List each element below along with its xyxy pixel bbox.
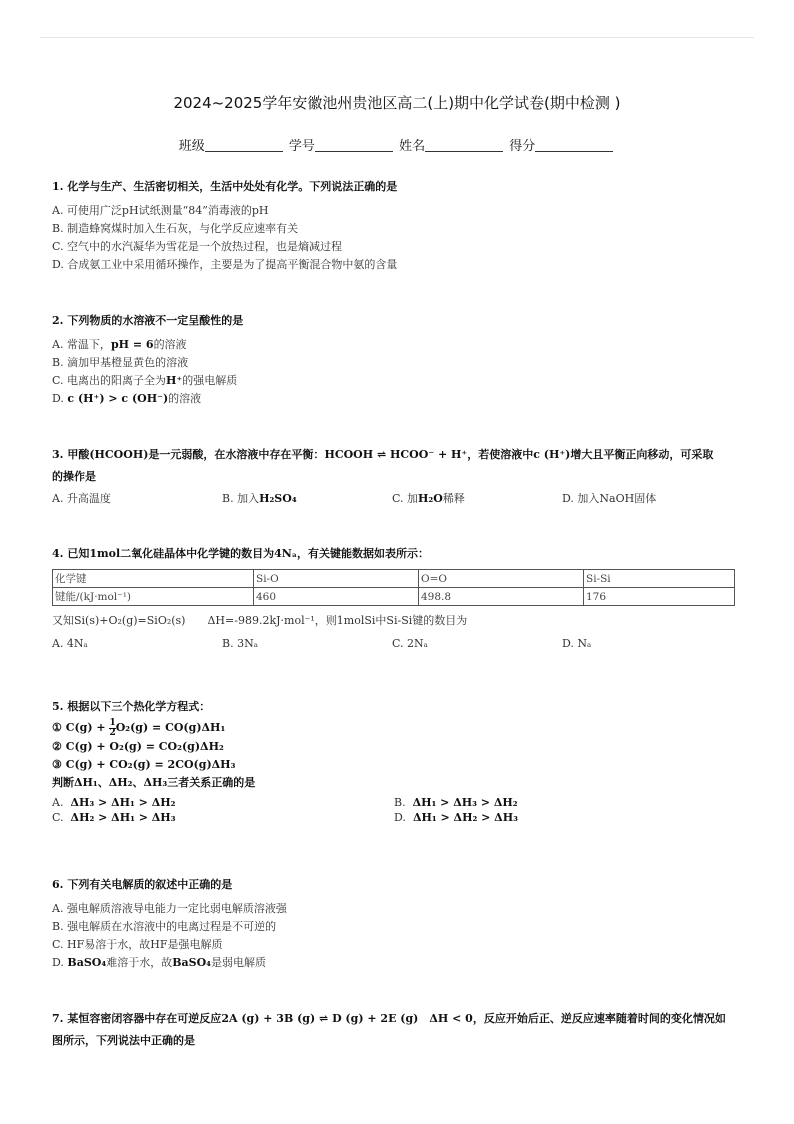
class-blank[interactable] xyxy=(205,139,283,152)
table-cell: 化学键 xyxy=(53,570,254,588)
question-4 xyxy=(52,543,746,650)
option-text: 是弱电解质 xyxy=(210,956,266,969)
number-blank[interactable] xyxy=(315,139,393,152)
question-stem: 5. 根据以下三个热化学方程式： xyxy=(52,700,211,713)
equation-text: O₂(g) = CO(g)ΔH₁ xyxy=(115,721,226,734)
option-math: H₂O xyxy=(418,492,443,505)
option-c[interactable]: C. 空气中的水汽凝华为雪花是一个放热过程，也是熵减过程 xyxy=(52,240,343,253)
stem-text: 的操作是 xyxy=(52,470,96,483)
question-stem xyxy=(52,1008,746,1052)
option-a[interactable]: A. 升高温度 xyxy=(52,492,111,505)
option-text: 的溶液 xyxy=(168,392,202,405)
option-a[interactable] xyxy=(52,336,746,354)
page-title: 2024~2025学年安徽池州贵池区高二(上)期中化学试卷(期中检测 ) xyxy=(173,94,621,112)
option-math: H⁺ xyxy=(166,374,183,387)
equation-text: ① C(g) + xyxy=(52,721,110,734)
option-label: B. xyxy=(394,796,406,809)
table-cell: 176 xyxy=(584,588,735,606)
option-text: B. 加入 xyxy=(222,492,260,505)
option-b[interactable] xyxy=(394,796,736,809)
option-math: BaSO₄ xyxy=(67,956,107,969)
option-text: D. xyxy=(52,956,68,969)
stem-text: ，若使溶液中 xyxy=(467,448,534,461)
option-text: D. xyxy=(52,392,68,405)
student-info-line xyxy=(0,135,794,154)
equation-1 xyxy=(52,718,746,738)
score-label: 得分 xyxy=(509,139,536,154)
option-b[interactable]: B. 强电解质在水溶液中的电离过程是不可逆的 xyxy=(52,920,277,933)
option-text: 难溶于水，故 xyxy=(106,956,173,969)
question-3 xyxy=(52,444,746,506)
question-6 xyxy=(52,874,746,972)
table-cell: Si-Si xyxy=(584,570,735,588)
option-d[interactable]: D. 合成氨工业中采用循环操作，主要是为了提高平衡混合物中氨的含量 xyxy=(52,258,398,271)
table-cell: Si-O xyxy=(254,570,419,588)
option-label: D. xyxy=(394,811,406,824)
stem-text: 增大且平衡正向移动，可采取 xyxy=(570,448,714,461)
option-math: ΔH₂ > ΔH₁ > ΔH₃ xyxy=(70,811,176,824)
top-divider xyxy=(40,37,754,38)
option-a[interactable]: A. 可使用广泛pH试纸测量“84”消毒液的pH xyxy=(52,204,269,217)
stem-math: HCOOH ⇌ HCOO⁻ + H⁺ xyxy=(324,448,468,461)
option-text: A. 常温下， xyxy=(52,338,111,351)
score-blank[interactable] xyxy=(535,139,613,152)
option-text: C. 电离出的阳离子全为 xyxy=(52,374,167,387)
question-7 xyxy=(52,1008,746,1052)
name-blank[interactable] xyxy=(425,139,503,152)
table-row xyxy=(53,588,735,606)
table-cell: 460 xyxy=(254,588,419,606)
option-d[interactable]: D. Nₐ xyxy=(562,637,592,650)
bond-energy-table xyxy=(52,569,735,606)
option-b[interactable]: B. 制造蜂窝煤时加入生石灰，与化学反应速率有关 xyxy=(52,222,299,235)
table-row xyxy=(53,570,735,588)
question-stem: 6. 下列有关电解质的叙述中正确的是 xyxy=(52,878,233,891)
option-b[interactable]: B. 滴加甲基橙显黄色的溶液 xyxy=(52,356,189,369)
question-stem: 1. 化学与生产、生活密切相关，生活中处处有化学。下列说法正确的是 xyxy=(52,180,398,193)
option-b[interactable]: B. 3Nₐ xyxy=(222,637,258,650)
option-math: ΔH₁ > ΔH₂ > ΔH₃ xyxy=(412,811,518,824)
option-text: 稀释 xyxy=(442,492,465,505)
option-math: BaSO₄ xyxy=(172,956,211,969)
question-judge: 判断ΔH₁、ΔH₂、ΔH₃三者关系正确的是 xyxy=(52,776,256,789)
option-b[interactable] xyxy=(222,490,392,506)
question-5 xyxy=(52,696,746,824)
option-c[interactable]: C. 2Nₐ xyxy=(392,637,428,650)
stem-math: c (H⁺) xyxy=(533,448,571,461)
question-stem: 4. 已知1mol二氧化硅晶体中化学键的数目为4Nₐ，有关键能数据如表所示： xyxy=(52,547,429,560)
option-c[interactable] xyxy=(392,490,562,506)
option-d[interactable] xyxy=(394,811,736,824)
fraction-numerator: 1 xyxy=(109,717,116,728)
option-a[interactable]: A. 强电解质溶液导电能力一定比弱电解质溶液强 xyxy=(52,902,287,915)
name-label: 姓名 xyxy=(399,139,426,154)
equation-3: ③ C(g) + CO₂(g) = 2CO(g)ΔH₃ xyxy=(52,758,236,771)
option-label: C. xyxy=(52,811,64,824)
option-c[interactable] xyxy=(52,372,746,390)
option-text: 的强电解质 xyxy=(182,374,238,387)
table-cell: 498.8 xyxy=(419,588,584,606)
option-text: C. 加 xyxy=(392,492,419,505)
equation-2: ② C(g) + O₂(g) = CO₂(g)ΔH₂ xyxy=(52,740,224,753)
option-d[interactable]: D. 加入NaOH固体 xyxy=(562,492,657,505)
option-math: ΔH₁ > ΔH₃ > ΔH₂ xyxy=(412,796,518,809)
option-d[interactable] xyxy=(52,390,746,408)
option-math: H₂SO₄ xyxy=(259,492,297,505)
stem-text: 7. 某恒容密闭容器中存在可逆反应 xyxy=(52,1012,222,1025)
option-a[interactable] xyxy=(52,796,394,809)
stem-text: 3. 甲酸(HCOOH)是一元弱酸，在水溶液中存在平衡： xyxy=(52,448,325,461)
number-label: 学号 xyxy=(288,139,315,154)
option-a[interactable]: A. 4Nₐ xyxy=(52,637,88,650)
option-label: A. xyxy=(52,796,64,809)
class-label: 班级 xyxy=(178,139,205,154)
option-d[interactable] xyxy=(52,954,746,972)
stem-text: 图所示，下列说法中正确的是 xyxy=(52,1034,195,1047)
stem-math: 2A (g) + 3B (g) ⇌ D (g) + 2E (g) ΔH < 0 xyxy=(221,1012,473,1025)
option-c[interactable] xyxy=(52,811,394,824)
table-cell: 键能/(kJ·mol⁻¹) xyxy=(53,588,254,606)
fraction-denominator: 2 xyxy=(109,727,116,738)
option-math: pH = 6 xyxy=(110,338,154,351)
question-stem xyxy=(52,444,746,488)
question-2 xyxy=(52,310,746,408)
table-cell: O=O xyxy=(419,570,584,588)
option-c[interactable]: C. HF易溶于水，故HF是强电解质 xyxy=(52,938,223,951)
question-1 xyxy=(52,176,746,274)
option-math: ΔH₃ > ΔH₁ > ΔH₂ xyxy=(70,796,176,809)
stem-text: ，反应开始后正、逆反应速率随着时间的变化情况如 xyxy=(472,1012,726,1025)
option-text: 的溶液 xyxy=(153,338,187,351)
question-extra: 又知Si(s)+O₂(g)=SiO₂(s) ΔH=-989.2kJ·mol⁻¹，则1molSi中Si-Si键的数目为 xyxy=(52,614,468,627)
option-math: c (H⁺) > c (OH⁻) xyxy=(67,392,169,405)
question-stem: 2. 下列物质的水溶液不一定呈酸性的是 xyxy=(52,314,244,327)
